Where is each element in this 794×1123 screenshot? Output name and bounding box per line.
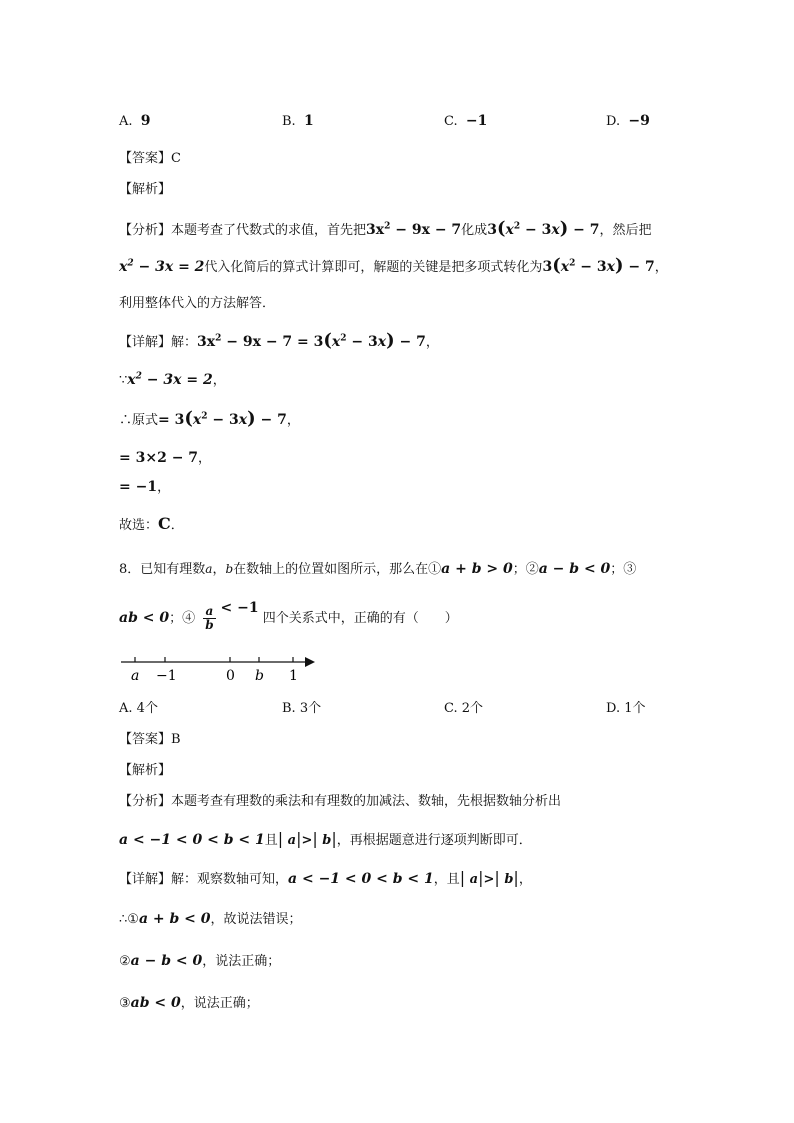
q8-option-b: B. 3个 [282,701,322,716]
q7-detail-line3: ∴原式= $3(x^2 - 3x) - 7$， [119,408,300,429]
q7-detail-line1: 【详解】解：$3x^2 - 9x - 7 = 3(x^2 - 3x) - 7$， [119,330,439,351]
q7-detail-line5: = −1， [119,479,171,495]
q8-stem-line2: ab < 0；④ $\frac{a}{b}$ < −1 四个关系式中，正确的有（ ） [119,600,458,632]
q7-option-d: D. −9 [606,113,650,129]
nl-label-neg1: −1 [156,668,177,684]
q8-answer: 【答案】B [119,732,181,747]
q8-option-d: D. 1个 [606,701,646,716]
nl-label-0: 0 [226,668,235,684]
q7-choice: 故选：C． [119,514,184,533]
nl-label-a: a [131,668,140,684]
q7-detail-line4: = 3×2 − 7， [119,450,212,466]
q8-analysis-line2: a < −1 < 0 < b < 1且| a|>| b|，再根据题意进行逐项判断即可． [119,829,532,848]
q7-option-a: A. 9 [119,113,151,129]
q7-analysis-head: 【解析】 [119,182,172,197]
q7-analysis-line3: 利用整体代入的方法解答． [119,296,276,311]
q7-detail-line2: $\because x^2 - 3x = 2$， [119,371,226,388]
q7-analysis-line2: $x^2 - 3x = 2$代入化简后的算式计算即可，解题的关键是把多项式转化为$3(x^2 - 3x) - 7$， [119,255,668,276]
nl-label-b: b [255,668,264,684]
q8-analysis-head: 【解析】 [119,763,172,778]
q7-option-c: C. −1 [444,113,488,129]
q7-analysis-line1: 【分析】本题考查了代数式的求值，首先把$3x^2 - 9x - 7$化成$3(x^2 - 3x) - 7$，然后把 [119,218,652,239]
q7-answer: 【答案】C [119,151,181,166]
q8-stem-line1: 8．已知有理数a，b在数轴上的位置如图所示，那么在①a + b > 0；②a − b < 0；③ [119,561,637,577]
nl-label-1: 1 [289,668,298,684]
q8-analysis-line1: 【分析】本题考查有理数的乘法和有理数的加减法、数轴，先根据数轴分析出 [119,794,562,809]
q8-option-c: C. 2个 [444,701,484,716]
q8-detail-line1: 【详解】解：观察数轴可知，a < −1 < 0 < b < 1，且| a|>| b|， [119,868,532,887]
q7-option-b: B. 1 [282,113,314,129]
number-line [119,650,329,684]
q8-detail-item1: ∴①a + b < 0，故说法错误； [119,911,302,927]
q8-detail-item2: ②a − b < 0，说法正确； [119,953,281,969]
q8-detail-item3: ③ab < 0，说法正确； [119,995,259,1011]
q8-option-a: A. 4个 [119,701,158,716]
